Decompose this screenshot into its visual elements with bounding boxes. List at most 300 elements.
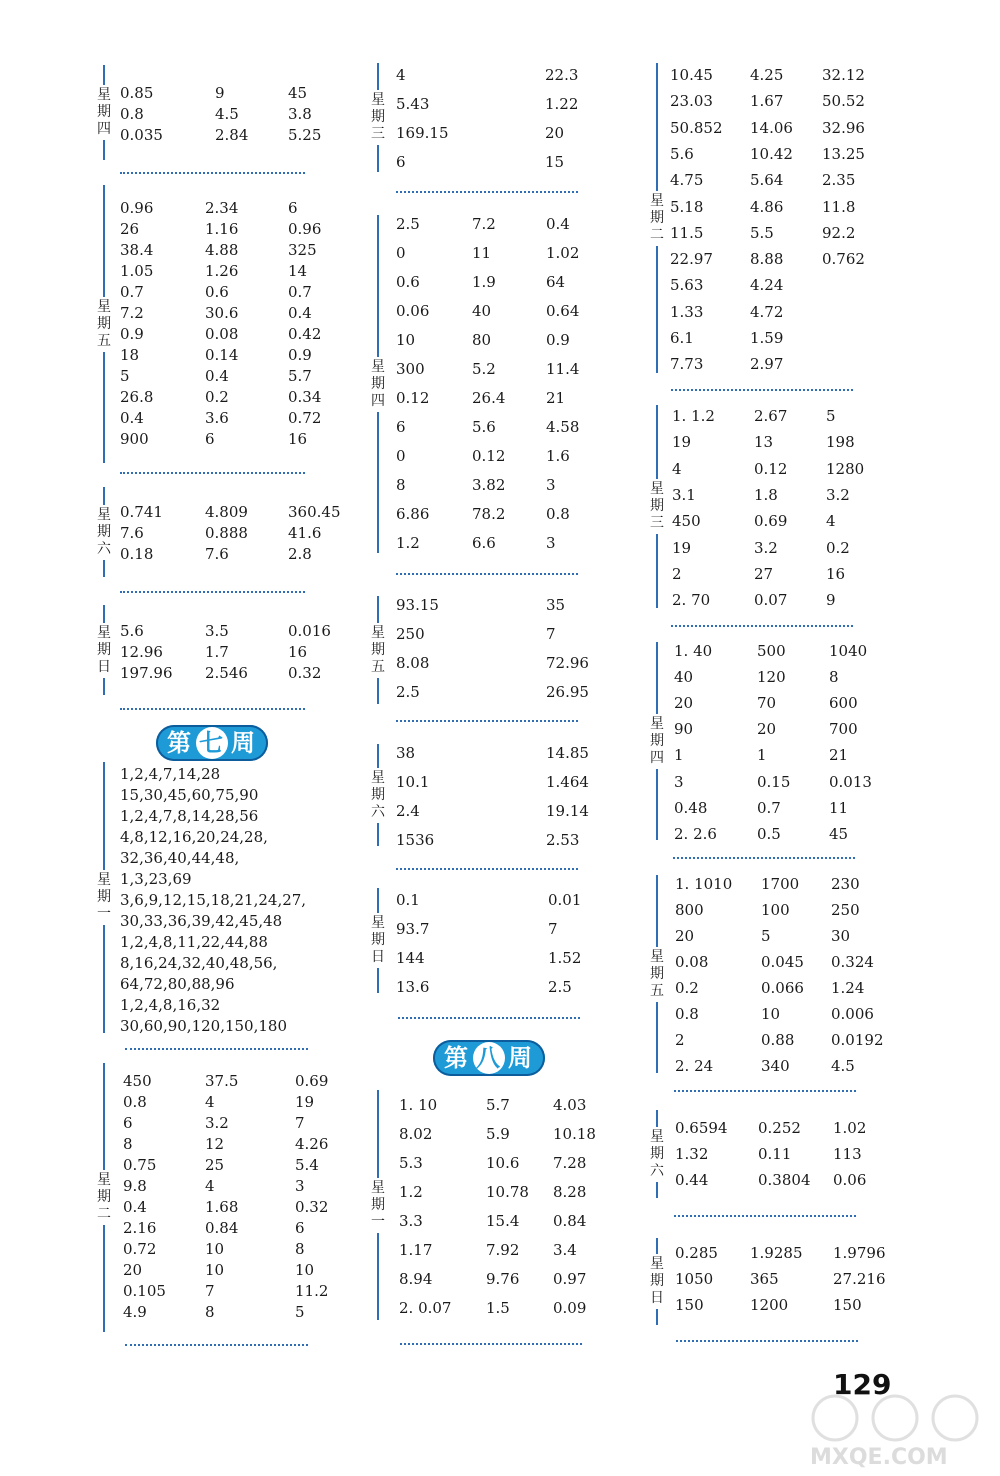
answer-cell: 0.045 — [761, 953, 804, 971]
answer-cell: 15,30,45,60,75,90 — [120, 786, 259, 804]
answer-cell: 5.18 — [670, 197, 704, 216]
answer-cell: 0.9 — [288, 346, 312, 364]
answer-cell: 0.64 — [546, 302, 580, 320]
answer-cell: 25 — [205, 1156, 225, 1174]
answer-cell: 37.5 — [205, 1072, 239, 1090]
answer-cell: 7.28 — [553, 1154, 587, 1172]
answer-cell: 30,60,90,120,150,180 — [120, 1017, 287, 1035]
answer-cell: 26.95 — [546, 683, 589, 701]
answer-cell: 1. 10 — [399, 1096, 438, 1114]
answer-cell: 10.18 — [553, 1125, 596, 1143]
answer-cell: 2 — [675, 1031, 685, 1049]
answer-cell: 4 — [205, 1093, 215, 1111]
answer-cell: 5.9 — [486, 1125, 510, 1143]
answer-cell: 6 — [396, 418, 406, 436]
answer-cell: 9.8 — [123, 1177, 147, 1195]
answer-cell: 0.6 — [205, 283, 229, 301]
answer-cell: 365 — [750, 1270, 779, 1288]
answer-cell: 6 — [205, 430, 215, 448]
dotted-separator — [400, 1343, 582, 1345]
answer-cell: 0.96 — [288, 220, 322, 238]
answer-cell: 2.16 — [123, 1219, 157, 1237]
answer-cell: 3.4 — [553, 1241, 577, 1259]
answer-cell: 5 — [761, 927, 771, 945]
answer-cell: 1,2,4,8,16,32 — [120, 996, 221, 1014]
answer-cell: 0.08 — [675, 953, 709, 971]
answer-cell: 5 — [120, 367, 130, 385]
dotted-separator — [120, 172, 305, 174]
dotted-separator — [120, 591, 305, 593]
answer-cell: 38 — [396, 744, 416, 762]
answer-cell: 1536 — [396, 831, 435, 849]
answer-cell: 5.5 — [750, 223, 774, 242]
dotted-separator — [673, 857, 855, 859]
answer-cell: 22.97 — [670, 250, 713, 269]
dotted-separator — [125, 1048, 308, 1050]
answer-cell: 1040 — [829, 642, 868, 660]
answer-cell: 21 — [829, 746, 849, 765]
answer-cell: 0.762 — [822, 250, 865, 269]
answer-cell: 4.24 — [750, 276, 784, 295]
answer-cell: 1.67 — [750, 92, 784, 111]
answer-cell: 30 — [831, 927, 851, 945]
answer-cell: 14 — [288, 262, 308, 280]
answer-cell: 7.73 — [670, 355, 704, 374]
answer-cell: 0.888 — [205, 524, 248, 542]
answer-cell: 0.72 — [288, 409, 322, 427]
day-label: 星 期 六 — [649, 1127, 665, 1182]
day-label: 星 期 五 — [96, 297, 112, 352]
answer-cell: 113 — [833, 1145, 862, 1163]
answer-cell: 0.5 — [757, 824, 781, 843]
answer-cell: 325 — [288, 241, 317, 259]
answer-cell: 5.3 — [399, 1154, 423, 1172]
answer-cell: 6 — [295, 1219, 305, 1237]
answer-cell: 0.69 — [754, 512, 788, 531]
answer-cell: 4.86 — [750, 197, 784, 216]
answer-cell: 0.324 — [831, 953, 874, 971]
answer-cell: 50.852 — [670, 118, 723, 137]
answer-cell: 26.8 — [120, 388, 154, 406]
answer-cell: 1.02 — [546, 244, 580, 262]
day-label: 星 期 五 — [649, 947, 665, 1002]
dotted-separator — [398, 1017, 580, 1019]
answer-cell: 8,16,24,32,40,48,56, — [120, 954, 278, 972]
answer-cell: 3 — [674, 772, 684, 791]
answer-cell: 92.2 — [822, 223, 856, 242]
answer-cell: 15 — [545, 153, 565, 171]
answer-cell: 0.9 — [120, 325, 144, 343]
answer-cell: 7 — [205, 1282, 215, 1300]
answer-cell: 12 — [205, 1135, 225, 1153]
answer-cell: 64,72,80,88,96 — [120, 975, 235, 993]
answer-cell: 40 — [674, 668, 694, 687]
answer-cell: 6.6 — [472, 534, 496, 552]
dotted-separator — [396, 868, 578, 870]
dotted-separator — [396, 573, 578, 575]
answer-cell: 100 — [761, 901, 790, 919]
day-label: 星 期 六 — [370, 768, 386, 823]
answer-cell: 2.34 — [205, 199, 239, 217]
answer-cell: 1280 — [826, 459, 865, 478]
answer-cell: 19.14 — [546, 802, 589, 820]
answer-cell: 1.68 — [205, 1198, 239, 1216]
answer-cell: 6 — [396, 153, 406, 171]
answer-cell: 0.9 — [546, 331, 570, 349]
answer-cell: 27.216 — [833, 1270, 886, 1288]
answer-cell: 250 — [831, 901, 860, 919]
answer-cell: 0.97 — [553, 1270, 587, 1288]
answer-cell: 1.59 — [750, 329, 784, 347]
answer-cell: 10 — [396, 331, 416, 349]
answer-cell: 2.67 — [754, 407, 788, 425]
answer-cell: 8 — [396, 476, 406, 494]
answer-cell: 1,3,23,69 — [120, 870, 192, 888]
answer-cell: 3.8 — [288, 105, 312, 123]
day-label: 星 期 三 — [370, 90, 386, 145]
answer-cell: 16 — [288, 643, 308, 661]
answer-cell: 9.76 — [486, 1270, 520, 1288]
answer-cell: 13.25 — [822, 144, 865, 163]
answer-cell: 3.5 — [205, 622, 229, 640]
answer-cell: 1,2,4,7,14,28 — [120, 765, 221, 783]
answer-cell: 4 — [205, 1177, 215, 1195]
answer-cell: 2. 2.6 — [674, 824, 717, 843]
answer-cell: 340 — [761, 1057, 790, 1075]
answer-cell: 3.3 — [399, 1212, 423, 1230]
answer-cell: 1.9 — [472, 273, 496, 291]
answer-cell: 700 — [829, 720, 858, 739]
answer-cell: 10 — [295, 1261, 315, 1279]
answer-cell: 0.6594 — [675, 1119, 728, 1137]
answer-cell: 1.9285 — [750, 1244, 803, 1262]
week-banner-char: 周 — [508, 1044, 534, 1072]
answer-cell: 5.6 — [670, 144, 694, 163]
answer-cell: 2.546 — [205, 664, 248, 682]
answer-cell: 4.58 — [546, 418, 580, 436]
answer-cell: 0.4 — [546, 215, 570, 233]
day-label: 星 期 五 — [370, 623, 386, 678]
answer-cell: 600 — [829, 694, 858, 713]
answer-cell: 1.17 — [399, 1241, 433, 1259]
dotted-separator — [396, 191, 578, 193]
answer-cell: 0.96 — [120, 199, 154, 217]
answer-cell: 250 — [396, 625, 425, 643]
dotted-separator — [120, 472, 305, 474]
dotted-separator — [671, 389, 853, 391]
answer-cell: 0.15 — [757, 772, 791, 791]
answer-cell: 0.6 — [396, 273, 420, 291]
dotted-separator — [674, 1090, 856, 1092]
answer-cell: 0.32 — [288, 664, 322, 682]
answer-cell: 2.5 — [548, 978, 572, 996]
answer-cell: 10.42 — [750, 144, 793, 163]
answer-cell: 4.88 — [205, 241, 239, 259]
answer-cell: 72.96 — [546, 654, 589, 672]
answer-cell: 11.5 — [670, 223, 704, 242]
answer-cell: 7.2 — [472, 215, 496, 233]
answer-cell: 21 — [546, 389, 566, 407]
answer-cell: 1.22 — [545, 95, 579, 113]
answer-cell: 0.11 — [758, 1145, 792, 1163]
answer-cell: 3.2 — [826, 485, 850, 504]
answer-cell: 2. 70 — [672, 591, 711, 610]
answer-cell: 1.7 — [205, 643, 229, 661]
answer-cell: 0.07 — [754, 591, 788, 610]
answer-cell: 4.25 — [750, 66, 784, 84]
answer-cell: 1.05 — [120, 262, 154, 280]
answer-cell: 450 — [123, 1072, 152, 1090]
answer-cell: 7 — [546, 625, 556, 643]
answer-cell: 0.09 — [553, 1299, 587, 1317]
page-number: 129 — [833, 1368, 892, 1401]
answer-cell: 300 — [396, 360, 425, 378]
answer-cell: 0.7 — [757, 798, 781, 817]
answer-cell: 10 — [761, 1005, 781, 1023]
day-label: 星 期 四 — [370, 357, 386, 412]
answer-cell: 11.2 — [295, 1282, 329, 1300]
answer-cell: 4 — [396, 66, 406, 84]
answer-cell: 30,33,36,39,42,45,48 — [120, 912, 283, 930]
answer-cell: 0.7 — [120, 283, 144, 301]
answer-cell: 8.02 — [399, 1125, 433, 1143]
answer-cell: 7 — [295, 1114, 305, 1132]
answer-cell: 150 — [675, 1296, 704, 1314]
answer-cell: 6 — [288, 199, 298, 217]
day-label: 星 期 日 — [370, 913, 386, 968]
answer-cell: 0.18 — [120, 545, 154, 563]
answer-cell: 8.88 — [750, 250, 784, 269]
answer-cell: 7 — [548, 920, 558, 938]
answer-cell: 45 — [829, 824, 849, 843]
answer-cell: 120 — [757, 668, 786, 687]
answer-cell: 0.2 — [826, 538, 850, 557]
answer-cell: 0.44 — [675, 1171, 709, 1189]
answer-cell: 5.7 — [486, 1096, 510, 1114]
answer-cell: 0.88 — [761, 1031, 795, 1049]
day-label: 星 期 一 — [370, 1178, 386, 1233]
answer-cell: 0.12 — [396, 389, 430, 407]
answer-cell: 1.02 — [833, 1119, 867, 1137]
answer-cell: 26.4 — [472, 389, 506, 407]
answer-cell: 0.7 — [288, 283, 312, 301]
answer-cell: 0.285 — [675, 1244, 718, 1262]
answer-cell: 900 — [120, 430, 149, 448]
answer-cell: 7.92 — [486, 1241, 520, 1259]
answer-cell: 2 — [672, 564, 682, 583]
answer-cell: 80 — [472, 331, 492, 349]
answer-cell: 0.016 — [288, 622, 331, 640]
answer-cell: 0.006 — [831, 1005, 874, 1023]
answer-cell: 10.45 — [670, 66, 713, 84]
answer-cell: 3.6 — [205, 409, 229, 427]
answer-cell: 32.12 — [822, 66, 865, 84]
answer-cell: 3.2 — [205, 1114, 229, 1132]
answer-cell: 0.12 — [472, 447, 506, 465]
answer-cell: 11 — [829, 798, 849, 817]
answer-cell: 1700 — [761, 875, 800, 893]
answer-cell: 16 — [826, 564, 846, 583]
answer-cell: 2.53 — [546, 831, 580, 849]
answer-cell: 0.066 — [761, 979, 804, 997]
answer-cell: 4.75 — [670, 171, 704, 190]
answer-cell: 1.32 — [675, 1145, 709, 1163]
answer-cell: 1.9796 — [833, 1244, 886, 1262]
answer-cell: 8 — [123, 1135, 133, 1153]
answer-cell: 5.2 — [472, 360, 496, 378]
answer-cell: 90 — [674, 720, 694, 739]
answer-cell: 0 — [396, 244, 406, 262]
answer-cell: 11 — [472, 244, 492, 262]
answer-cell: 3.1 — [672, 485, 696, 504]
answer-cell: 35 — [546, 596, 566, 614]
answer-cell: 0.4 — [205, 367, 229, 385]
answer-cell: 5.43 — [396, 95, 430, 113]
answer-cell: 1.52 — [548, 949, 582, 967]
answer-cell: 800 — [675, 901, 704, 919]
answer-cell: 0.741 — [120, 503, 163, 521]
answer-cell: 4.03 — [553, 1096, 587, 1114]
answer-cell: 2.35 — [822, 171, 856, 190]
answer-cell: 7.6 — [205, 545, 229, 563]
answer-cell: 2.97 — [750, 355, 784, 374]
answer-cell: 3.82 — [472, 476, 506, 494]
answer-cell: 1,2,4,7,8,14,28,56 — [120, 807, 259, 825]
answer-cell: 38.4 — [120, 241, 154, 259]
answer-cell: 0.8 — [123, 1093, 147, 1111]
answer-cell: 5.4 — [295, 1156, 319, 1174]
answer-cell: 6.86 — [396, 505, 430, 523]
answer-cell: 0.34 — [288, 388, 322, 406]
answer-cell: 1. 1010 — [675, 875, 733, 893]
answer-cell: 11.8 — [822, 197, 856, 216]
answer-cell: 64 — [546, 273, 566, 291]
answer-cell: 150 — [833, 1296, 862, 1314]
answer-cell: 0.013 — [829, 772, 872, 791]
answer-cell: 4.5 — [215, 105, 239, 123]
week-banner — [156, 725, 268, 761]
answer-cell: 0.69 — [295, 1072, 329, 1090]
answer-cell: 27 — [754, 564, 774, 583]
week-banner-char: 周 — [231, 729, 257, 757]
answer-cell: 8 — [295, 1240, 305, 1258]
answer-cell: 1. 1.2 — [672, 407, 715, 425]
answer-cell: 0.4 — [120, 409, 144, 427]
answer-cell: 13.6 — [396, 978, 430, 996]
answer-cell: 13 — [754, 433, 774, 452]
dotted-separator — [671, 625, 853, 627]
answer-cell: 0.48 — [674, 798, 708, 817]
answer-cell: 8 — [829, 668, 839, 687]
answer-cell: 9 — [215, 84, 225, 102]
dotted-separator — [674, 1215, 856, 1217]
answer-cell: 3,6,9,12,15,18,21,24,27, — [120, 891, 307, 909]
dotted-separator — [676, 1340, 858, 1342]
week-banner-char: 第 — [444, 1044, 470, 1072]
answer-cell: 1. 40 — [674, 642, 713, 660]
answer-cell: 0 — [396, 447, 406, 465]
answer-cell: 1.16 — [205, 220, 239, 238]
answer-cell: 30.6 — [205, 304, 239, 322]
answer-cell: 0.252 — [758, 1119, 801, 1137]
week-banner-char: 八 — [473, 1042, 505, 1074]
answer-cell: 5.25 — [288, 126, 322, 144]
answer-cell: 8 — [205, 1303, 215, 1321]
answer-cell: 169.15 — [396, 124, 449, 142]
answer-cell: 7.6 — [120, 524, 144, 542]
answer-cell: 230 — [831, 875, 860, 893]
answer-cell: 11.4 — [546, 360, 580, 378]
answer-cell: 5.64 — [750, 171, 784, 190]
answer-cell: 2. 0.07 — [399, 1299, 452, 1317]
answer-cell: 0.2 — [675, 979, 699, 997]
answer-cell: 2.4 — [396, 802, 420, 820]
answer-cell: 0.06 — [833, 1171, 867, 1189]
answer-cell: 10 — [205, 1240, 225, 1258]
answer-cell: 12.96 — [120, 643, 163, 661]
answer-cell: 198 — [826, 433, 855, 452]
answer-cell: 15.4 — [486, 1212, 520, 1230]
day-label: 星 期 四 — [649, 714, 665, 769]
answer-cell: 1.33 — [670, 302, 704, 321]
answer-cell: 0.4 — [288, 304, 312, 322]
answer-cell: 1,2,4,8,11,22,44,88 — [120, 933, 268, 951]
answer-cell: 45 — [288, 84, 308, 102]
answer-cell: 0.85 — [120, 84, 154, 102]
answer-cell: 18 — [120, 346, 140, 364]
answer-cell: 2.5 — [396, 215, 420, 233]
day-label: 星 期 三 — [649, 479, 665, 534]
answer-cell: 4 — [672, 459, 682, 478]
answer-cell: 20 — [123, 1261, 143, 1279]
answer-cell: 22.3 — [545, 66, 579, 84]
answer-cell: 10.6 — [486, 1154, 520, 1172]
answer-cell: 1200 — [750, 1296, 789, 1314]
day-label: 星 期 四 — [96, 85, 112, 140]
answer-cell: 14.06 — [750, 118, 793, 137]
day-label: 星 期 六 — [96, 505, 112, 560]
answer-cell: 197.96 — [120, 664, 173, 682]
answer-cell: 0.08 — [205, 325, 239, 343]
answer-cell: 0.75 — [123, 1156, 157, 1174]
answer-cell: 500 — [757, 642, 786, 660]
answer-cell: 93.7 — [396, 920, 430, 938]
answer-cell: 360.45 — [288, 503, 341, 521]
answer-cell: 20 — [545, 124, 565, 142]
svg-text:MXQE.COM: MXQE.COM — [810, 1445, 948, 1470]
day-label: 星 期 日 — [96, 623, 112, 678]
answer-cell: 1.26 — [205, 262, 239, 280]
answer-cell: 2.8 — [288, 545, 312, 563]
answer-cell: 1.2 — [399, 1183, 423, 1201]
day-label: 星 期 一 — [96, 870, 112, 925]
day-label: 星 期 二 — [96, 1170, 112, 1225]
answer-cell: 3 — [295, 1177, 305, 1195]
answer-cell: 9 — [826, 591, 836, 610]
answer-cell: 0.06 — [396, 302, 430, 320]
week-banner-char: 第 — [167, 729, 193, 757]
answer-cell: 0.01 — [548, 891, 582, 909]
answer-cell: 20 — [757, 720, 777, 739]
answer-cell: 93.15 — [396, 596, 439, 614]
answer-cell: 0.8 — [675, 1005, 699, 1023]
answer-cell: 1.464 — [546, 773, 589, 791]
dotted-separator — [396, 720, 578, 722]
answer-cell: 10 — [205, 1261, 225, 1279]
answer-cell: 5.6 — [120, 622, 144, 640]
answer-cell: 8.08 — [396, 654, 430, 672]
answer-cell: 10.78 — [486, 1183, 529, 1201]
